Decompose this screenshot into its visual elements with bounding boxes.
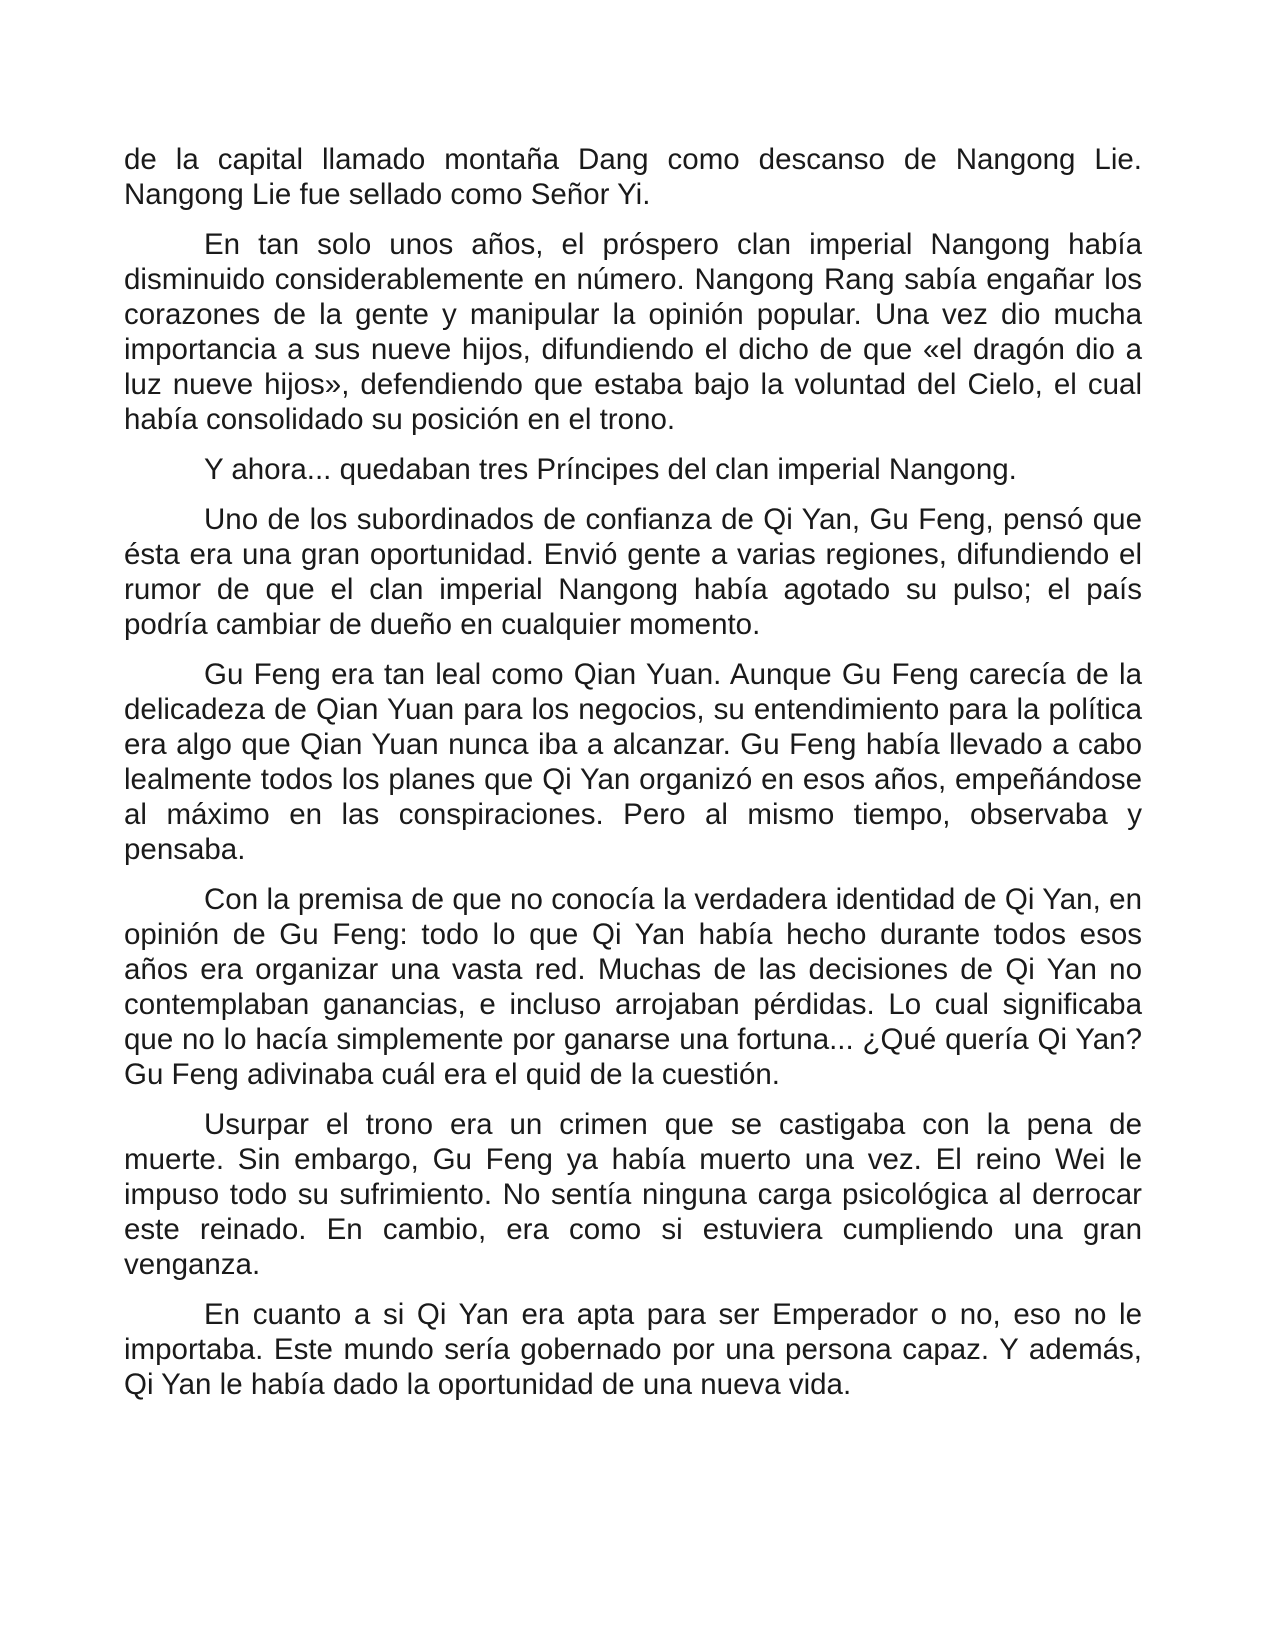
- body-text: [124, 142, 1142, 1417]
- paragraph-7: Usurpar el trono era un crimen que se castigaba con la pena de muerte. Sin embargo, Gu Feng ya había muerto una vez. El reino Wei le impuso todo su sufrimiento. No sentía ninguna carga psicológica al derrocar este reinado. En cambio, era como si estuviera cumpliendo una gran venganza.: [124, 1108, 1142, 1281]
- paragraph-8: En cuanto a si Qi Yan era apta para ser Emperador o no, eso no le importaba. Este mundo sería gobernado por una persona capaz. Y además, Qi Yan le había dado la oportunidad de una nueva vida.: [124, 1298, 1142, 1401]
- paragraph-5: Gu Feng era tan leal como Qian Yuan. Aunque Gu Feng carecía de la delicadeza de Qian Yuan para los negocios, su entendimiento para la política era algo que Qian Yuan nunca iba a alcanzar. Gu Feng había llevado a cabo lealmente todos los planes que Qi Yan organizó en esos años, empeñándose al máximo en las conspiraciones. Pero al mismo tiempo, observaba y pensaba.: [124, 658, 1142, 866]
- paragraph-1: de la capital llamado montaña Dang como descanso de Nangong Lie. Nangong Lie fue sellado como Señor Yi.: [124, 143, 1142, 211]
- paragraph-2: En tan solo unos años, el próspero clan imperial Nangong había disminuido considerablemente en número. Nangong Rang sabía engañar los corazones de la gente y manipular la opinión popular. Una vez dio mucha importancia a sus nueve hijos, difundiendo el dicho de que «el dragón dio a luz nueve hijos», defendiendo que estaba bajo la voluntad del Cielo, el cual había consolidado su posición en el trono.: [124, 228, 1142, 436]
- paragraph-3: Y ahora... quedaban tres Príncipes del clan imperial Nangong.: [204, 453, 1017, 486]
- paragraph-6: Con la premisa de que no conocía la verdadera identidad de Qi Yan, en opinión de Gu Feng: todo lo que Qi Yan había hecho durante todos esos años era organizar una vasta red. Muchas de las decisiones de Qi Yan no contemplaban ganancias, e incluso arrojaban pérdidas. Lo cual significaba que no lo hacía simplemente por ganarse una fortuna... ¿Qué quería Qi Yan? Gu Feng adivinaba cuál era el quid de la cuestión.: [124, 883, 1142, 1091]
- paragraph-4: Uno de los subordinados de confianza de Qi Yan, Gu Feng, pensó que ésta era una gran oportunidad. Envió gente a varias regiones, difundiendo el rumor de que el clan imperial Nangong había agotado su pulso; el país podría cambiar de dueño en cualquier momento.: [124, 503, 1142, 641]
